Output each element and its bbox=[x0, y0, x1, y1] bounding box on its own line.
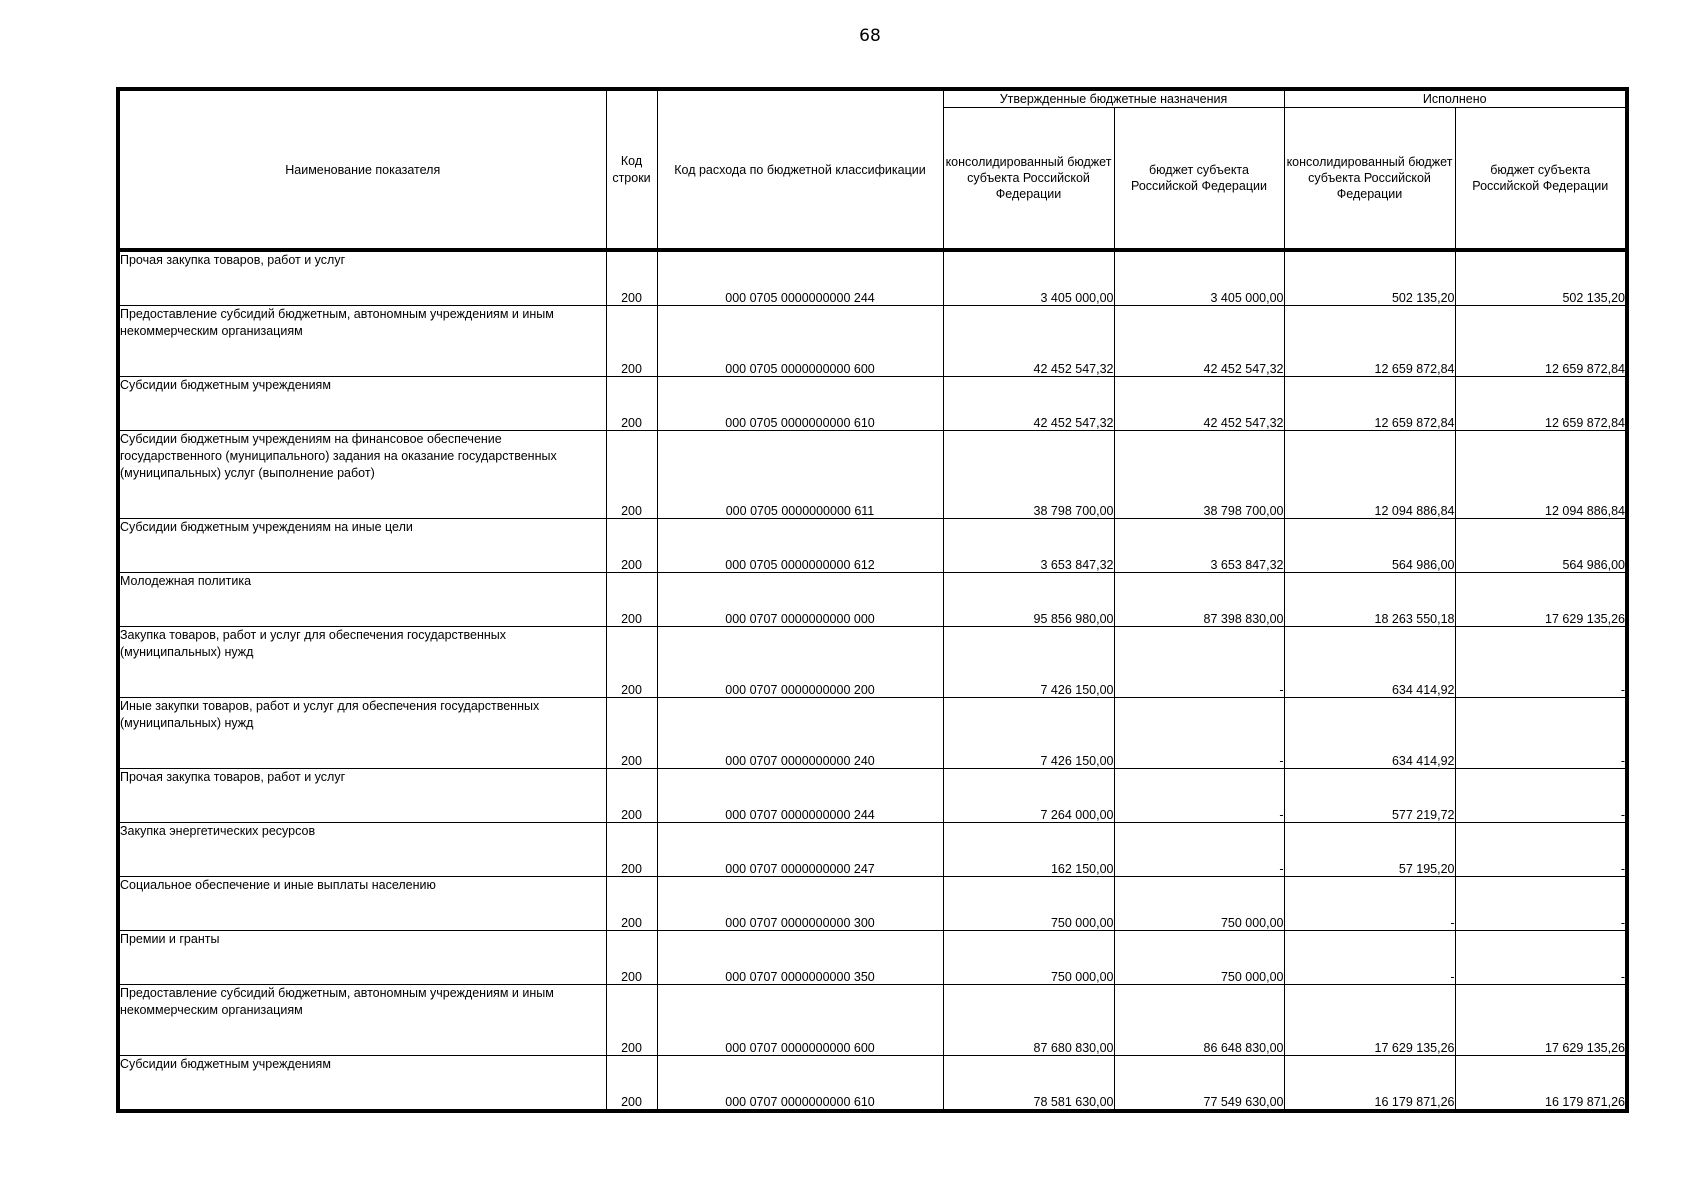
row-approved-consolidated: 7 264 000,00 bbox=[943, 769, 1114, 823]
row-executed-consolidated: 18 263 550,18 bbox=[1284, 573, 1455, 627]
row-line-code: 200 bbox=[606, 377, 657, 431]
row-line-code: 200 bbox=[606, 1056, 657, 1112]
row-name: Молодежная политика bbox=[118, 573, 606, 627]
row-name: Предоставление субсидий бюджетным, автономным учреждениям и иным некоммерческим организациям bbox=[118, 306, 606, 377]
page-number: 68 bbox=[859, 26, 881, 46]
table-row bbox=[118, 931, 1627, 985]
row-line-code: 200 bbox=[606, 306, 657, 377]
table-row bbox=[118, 377, 1627, 431]
row-budget-code: 000 0705 0000000000 244 bbox=[657, 250, 943, 306]
row-approved-subject: 3 653 847,32 bbox=[1114, 519, 1284, 573]
row-approved-consolidated: 750 000,00 bbox=[943, 877, 1114, 931]
header-approved-subject: бюджет субъекта Российской Федерации bbox=[1114, 108, 1284, 251]
row-executed-subject: 12 094 886,84 bbox=[1455, 431, 1627, 519]
row-approved-consolidated: 750 000,00 bbox=[943, 931, 1114, 985]
row-executed-subject: - bbox=[1455, 698, 1627, 769]
row-executed-consolidated: 12 094 886,84 bbox=[1284, 431, 1455, 519]
row-budget-code: 000 0707 0000000000 240 bbox=[657, 698, 943, 769]
row-approved-subject: 86 648 830,00 bbox=[1114, 985, 1284, 1056]
row-line-code: 200 bbox=[606, 877, 657, 931]
row-approved-consolidated: 95 856 980,00 bbox=[943, 573, 1114, 627]
row-approved-consolidated: 3 653 847,32 bbox=[943, 519, 1114, 573]
row-executed-consolidated: 12 659 872,84 bbox=[1284, 306, 1455, 377]
header-line-code: Код строки bbox=[606, 89, 657, 250]
row-name: Закупка энергетических ресурсов bbox=[118, 823, 606, 877]
header-approved-group: Утвержденные бюджетные назначения bbox=[943, 89, 1284, 108]
table-body bbox=[118, 250, 1627, 1111]
row-executed-consolidated: 634 414,92 bbox=[1284, 627, 1455, 698]
row-approved-subject: 750 000,00 bbox=[1114, 877, 1284, 931]
header-indicator-name: Наименование показателя bbox=[118, 89, 606, 250]
row-line-code: 200 bbox=[606, 250, 657, 306]
table-row bbox=[118, 877, 1627, 931]
row-executed-subject: - bbox=[1455, 823, 1627, 877]
row-name: Субсидии бюджетным учреждениям на финансовое обеспечение государственного (муниципального) задания на оказание государственных (муниципальных) услуг (выполнение работ) bbox=[118, 431, 606, 519]
row-budget-code: 000 0707 0000000000 300 bbox=[657, 877, 943, 931]
row-line-code: 200 bbox=[606, 627, 657, 698]
row-approved-subject: 38 798 700,00 bbox=[1114, 431, 1284, 519]
row-approved-subject: 77 549 630,00 bbox=[1114, 1056, 1284, 1112]
row-line-code: 200 bbox=[606, 823, 657, 877]
row-budget-code: 000 0707 0000000000 350 bbox=[657, 931, 943, 985]
row-approved-subject: 42 452 547,32 bbox=[1114, 306, 1284, 377]
row-budget-code: 000 0705 0000000000 611 bbox=[657, 431, 943, 519]
row-name: Субсидии бюджетным учреждениям на иные цели bbox=[118, 519, 606, 573]
row-executed-consolidated: 577 219,72 bbox=[1284, 769, 1455, 823]
row-approved-consolidated: 7 426 150,00 bbox=[943, 698, 1114, 769]
row-executed-consolidated: 564 986,00 bbox=[1284, 519, 1455, 573]
table-row bbox=[118, 698, 1627, 769]
row-budget-code: 000 0707 0000000000 000 bbox=[657, 573, 943, 627]
row-executed-consolidated: - bbox=[1284, 877, 1455, 931]
budget-execution-table bbox=[116, 87, 1629, 1113]
row-line-code: 200 bbox=[606, 698, 657, 769]
row-line-code: 200 bbox=[606, 985, 657, 1056]
row-name: Социальное обеспечение и иные выплаты населению bbox=[118, 877, 606, 931]
row-name: Иные закупки товаров, работ и услуг для обеспечения государственных (муниципальных) нужд bbox=[118, 698, 606, 769]
table-row bbox=[118, 519, 1627, 573]
row-approved-subject: - bbox=[1114, 823, 1284, 877]
row-line-code: 200 bbox=[606, 769, 657, 823]
row-approved-subject: 87 398 830,00 bbox=[1114, 573, 1284, 627]
row-name: Предоставление субсидий бюджетным, автономным учреждениям и иным некоммерческим организациям bbox=[118, 985, 606, 1056]
row-executed-subject: - bbox=[1455, 627, 1627, 698]
row-approved-subject: - bbox=[1114, 698, 1284, 769]
row-executed-consolidated: 17 629 135,26 bbox=[1284, 985, 1455, 1056]
table-row bbox=[118, 306, 1627, 377]
row-executed-consolidated: - bbox=[1284, 931, 1455, 985]
row-approved-subject: - bbox=[1114, 769, 1284, 823]
row-approved-consolidated: 42 452 547,32 bbox=[943, 306, 1114, 377]
row-executed-subject: - bbox=[1455, 877, 1627, 931]
row-budget-code: 000 0707 0000000000 244 bbox=[657, 769, 943, 823]
table-row bbox=[118, 769, 1627, 823]
row-executed-subject: - bbox=[1455, 769, 1627, 823]
row-executed-subject: 17 629 135,26 bbox=[1455, 573, 1627, 627]
row-approved-consolidated: 3 405 000,00 bbox=[943, 250, 1114, 306]
row-approved-subject: - bbox=[1114, 627, 1284, 698]
row-executed-consolidated: 16 179 871,26 bbox=[1284, 1056, 1455, 1112]
header-approved-consolidated: консолидированный бюджет субъекта Российской Федерации bbox=[943, 108, 1114, 251]
row-approved-subject: 750 000,00 bbox=[1114, 931, 1284, 985]
row-budget-code: 000 0707 0000000000 610 bbox=[657, 1056, 943, 1112]
row-executed-subject: 12 659 872,84 bbox=[1455, 377, 1627, 431]
row-name: Субсидии бюджетным учреждениям bbox=[118, 377, 606, 431]
row-line-code: 200 bbox=[606, 431, 657, 519]
row-executed-subject: 502 135,20 bbox=[1455, 250, 1627, 306]
table-row bbox=[118, 627, 1627, 698]
row-approved-consolidated: 78 581 630,00 bbox=[943, 1056, 1114, 1112]
row-budget-code: 000 0707 0000000000 247 bbox=[657, 823, 943, 877]
table-row bbox=[118, 431, 1627, 519]
row-line-code: 200 bbox=[606, 519, 657, 573]
row-line-code: 200 bbox=[606, 573, 657, 627]
row-name: Субсидии бюджетным учреждениям bbox=[118, 1056, 606, 1112]
table-row bbox=[118, 823, 1627, 877]
row-executed-consolidated: 634 414,92 bbox=[1284, 698, 1455, 769]
table-row bbox=[118, 573, 1627, 627]
row-executed-consolidated: 57 195,20 bbox=[1284, 823, 1455, 877]
row-approved-subject: 42 452 547,32 bbox=[1114, 377, 1284, 431]
row-executed-subject: - bbox=[1455, 931, 1627, 985]
table-row bbox=[118, 1056, 1627, 1112]
row-approved-consolidated: 162 150,00 bbox=[943, 823, 1114, 877]
row-budget-code: 000 0705 0000000000 612 bbox=[657, 519, 943, 573]
row-approved-consolidated: 7 426 150,00 bbox=[943, 627, 1114, 698]
header-budget-code: Код расхода по бюджетной классификации bbox=[657, 89, 943, 250]
table-row bbox=[118, 250, 1627, 306]
row-approved-consolidated: 42 452 547,32 bbox=[943, 377, 1114, 431]
row-name: Закупка товаров, работ и услуг для обеспечения государственных (муниципальных) нужд bbox=[118, 627, 606, 698]
row-executed-consolidated: 12 659 872,84 bbox=[1284, 377, 1455, 431]
row-executed-subject: 16 179 871,26 bbox=[1455, 1056, 1627, 1112]
row-executed-consolidated: 502 135,20 bbox=[1284, 250, 1455, 306]
row-line-code: 200 bbox=[606, 931, 657, 985]
row-approved-consolidated: 38 798 700,00 bbox=[943, 431, 1114, 519]
row-executed-subject: 564 986,00 bbox=[1455, 519, 1627, 573]
row-name: Премии и гранты bbox=[118, 931, 606, 985]
row-budget-code: 000 0707 0000000000 200 bbox=[657, 627, 943, 698]
row-budget-code: 000 0705 0000000000 610 bbox=[657, 377, 943, 431]
header-executed-subject: бюджет субъекта Российской Федерации bbox=[1455, 108, 1627, 251]
row-name: Прочая закупка товаров, работ и услуг bbox=[118, 769, 606, 823]
row-name: Прочая закупка товаров, работ и услуг bbox=[118, 250, 606, 306]
row-budget-code: 000 0705 0000000000 600 bbox=[657, 306, 943, 377]
header-executed-group: Исполнено bbox=[1284, 89, 1627, 108]
row-approved-consolidated: 87 680 830,00 bbox=[943, 985, 1114, 1056]
row-budget-code: 000 0707 0000000000 600 bbox=[657, 985, 943, 1056]
table-row bbox=[118, 985, 1627, 1056]
header-executed-consolidated: консолидированный бюджет субъекта Российской Федерации bbox=[1284, 108, 1455, 251]
row-executed-subject: 12 659 872,84 bbox=[1455, 306, 1627, 377]
row-approved-subject: 3 405 000,00 bbox=[1114, 250, 1284, 306]
row-executed-subject: 17 629 135,26 bbox=[1455, 985, 1627, 1056]
